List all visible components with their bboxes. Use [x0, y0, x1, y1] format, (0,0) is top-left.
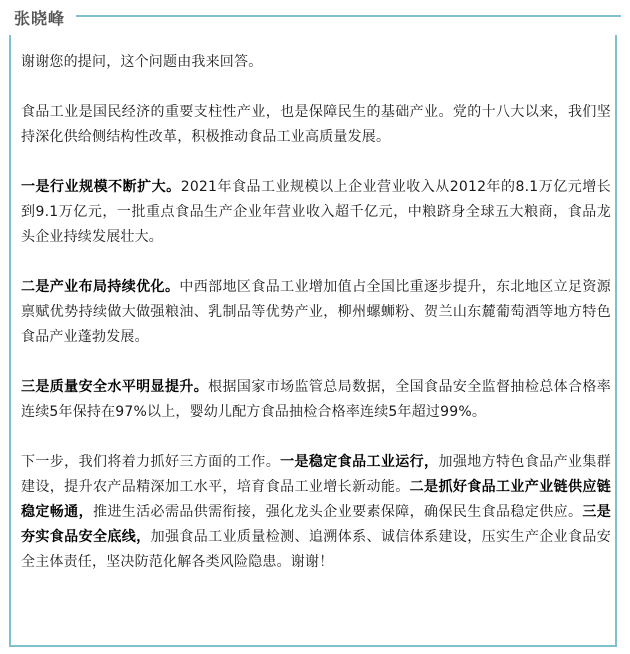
- point-three-text: 根据国家市场监管总局数据，全国食品安全监督抽检总体合格率连续5年保持在97%以上，婴幼儿配方食品抽检合格率连续5年超过99%。: [21, 379, 611, 420]
- paragraph-intro: [21, 50, 611, 75]
- overview-text: 食品工业是国民经济的重要支柱性产业，也是保障民生的基础产业。党的十八大以来，我们坚持深化供给侧结构性改革，积极推动食品工业高质量发展。: [21, 104, 611, 145]
- paragraph-overview: [21, 100, 611, 150]
- paragraph-point-one: [21, 175, 611, 250]
- point-two-heading: 二是产业布局持续优化。: [21, 279, 180, 295]
- answer-content: [21, 50, 611, 600]
- next-step-three-text: 加强食品工业质量检测、追溯体系、诚信体系建设，压实生产企业食品安全主体责任，坚决防范化解各类风险隐患。谢谢！: [21, 529, 611, 570]
- point-two-text: 中西部地区食品工业增加值占全国比重逐步提升，东北地区立足资源禀赋优势持续做大做强粮油、乳制品等优势产业，柳州螺蛳粉、贺兰山东麓葡萄酒等地方特色食品产业蓬勃发展。: [21, 279, 611, 345]
- next-step-two-text: 推进生活必需品供需衔接，强化龙头企业要素保障，确保民生食品稳定供应。: [92, 504, 583, 520]
- paragraph-point-two: [21, 275, 611, 350]
- paragraph-next-steps: [21, 450, 611, 575]
- point-three-heading: 三是质量安全水平明显提升。: [21, 379, 209, 395]
- frame-top-line: [76, 15, 621, 17]
- next-step-one-text: 加强地方特色食品产业集群建设，提升农产品精深加工水平，培育食品工业增长新动能。: [21, 454, 611, 495]
- paragraph-point-three: [21, 375, 611, 425]
- point-one-text: 2021年食品工业规模以上企业营业收入从2012年的8.1万亿元增长到9.1万亿元，一批重点食品生产企业年营业收入超千亿元，中粮跻身全球五大粮商，食品龙头企业持续发展壮大。: [21, 179, 612, 245]
- point-one-heading: 一是行业规模不断扩大。: [21, 179, 181, 195]
- next-step-three-heading: 三是夯实食品安全底线，: [21, 504, 612, 545]
- next-step-one-heading: 一是稳定食品工业运行，: [280, 454, 439, 470]
- intro-text: 谢谢您的提问，这个问题由我来回答。: [21, 54, 263, 70]
- next-steps-intro: 下一步，我们将着力抓好三方面的工作。: [21, 454, 281, 470]
- next-step-two-heading: 二是抓好食品工业产业链供应链稳定畅通，: [21, 479, 611, 520]
- speaker-name: 张晓峰: [14, 9, 66, 28]
